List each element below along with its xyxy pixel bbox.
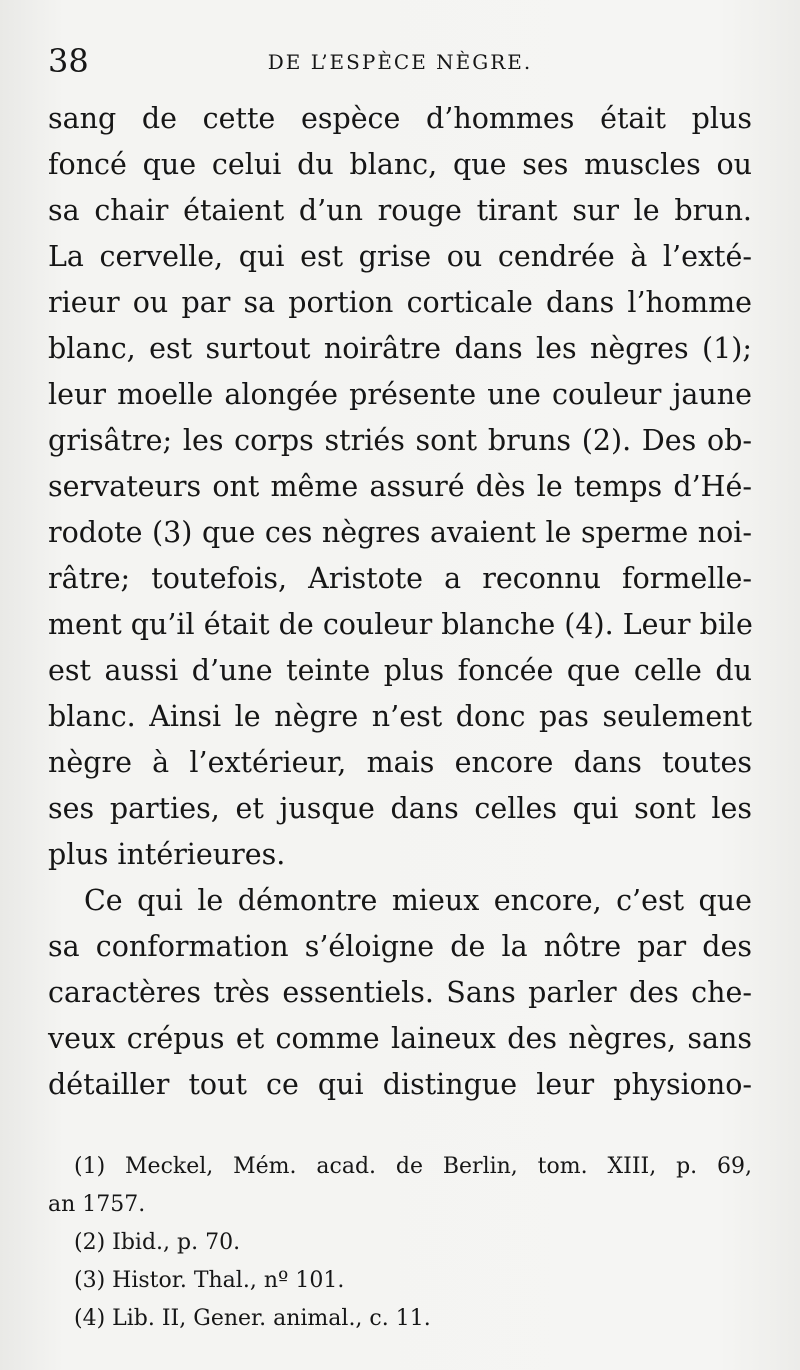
text-line: rodote (3) que ces nègres avaient le sperme noi- [48,516,752,549]
page-number: 38 [48,42,89,80]
text-line: grisâtre; les corps striés sont bruns (2). Des ob- [48,424,752,457]
text-line: blanc. Ainsi le nègre n’est donc pas seulement [48,700,752,733]
paragraph-start-line: Ce qui le démontre mieux encore, c’est que [84,884,752,917]
footnote: (2) Ibid., p. 70. [74,1230,241,1255]
running-title: DE L’ESPÈCE NÈGRE. [267,50,533,74]
text-line: caractères très essentiels. Sans parler des che- [48,976,752,1009]
text-line: veux crépus et comme laineux des nègres, sans [48,1022,752,1055]
footnote: (4) Lib. II, Gener. animal., c. 11. [74,1306,431,1331]
text-line: rieur ou par sa portion corticale dans l’homme [48,286,752,319]
text-line: sang de cette espèce d’hommes était plus [48,102,752,135]
text-line: La cervelle, qui est grise ou cendrée à l’exté- [48,240,752,273]
text-line: foncé que celui du blanc, que ses muscles ou [48,148,752,181]
text-line: est aussi d’une teinte plus foncée que celle du [48,654,752,687]
footnotes [48,1148,752,1338]
text-line: nègre à l’extérieur, mais encore dans toutes [48,746,752,779]
text-line: sa chair étaient d’un rouge tirant sur le brun. [48,194,752,227]
text-line: détailler tout ce qui distingue leur physiono- [48,1068,752,1101]
text-line: servateurs ont même assuré dès le temps d’Hé- [48,470,752,503]
text-line: blanc, est surtout noirâtre dans les nègres (1); [48,332,752,365]
text-line: leur moelle alongée présente une couleur jaune [48,378,752,411]
footnote: (3) Histor. Thal., nº 101. [74,1268,345,1293]
text-line: sa conformation s’éloigne de la nôtre par des [48,930,752,963]
text-line: ment qu’il était de couleur blanche (4). Leur bile [48,608,753,641]
text-line: râtre; toutefois, Aristote a reconnu formelle- [48,562,752,595]
page-header [48,42,752,92]
footnote: (1) Meckel, Mém. acad. de Berlin, tom. XIII, p. 69, [74,1154,752,1179]
text-line: plus intérieures. [48,838,286,871]
text-line: ses parties, et jusque dans celles qui sont les [48,792,752,825]
footnote-continuation: an 1757. [48,1192,146,1217]
body-text [48,96,752,1108]
